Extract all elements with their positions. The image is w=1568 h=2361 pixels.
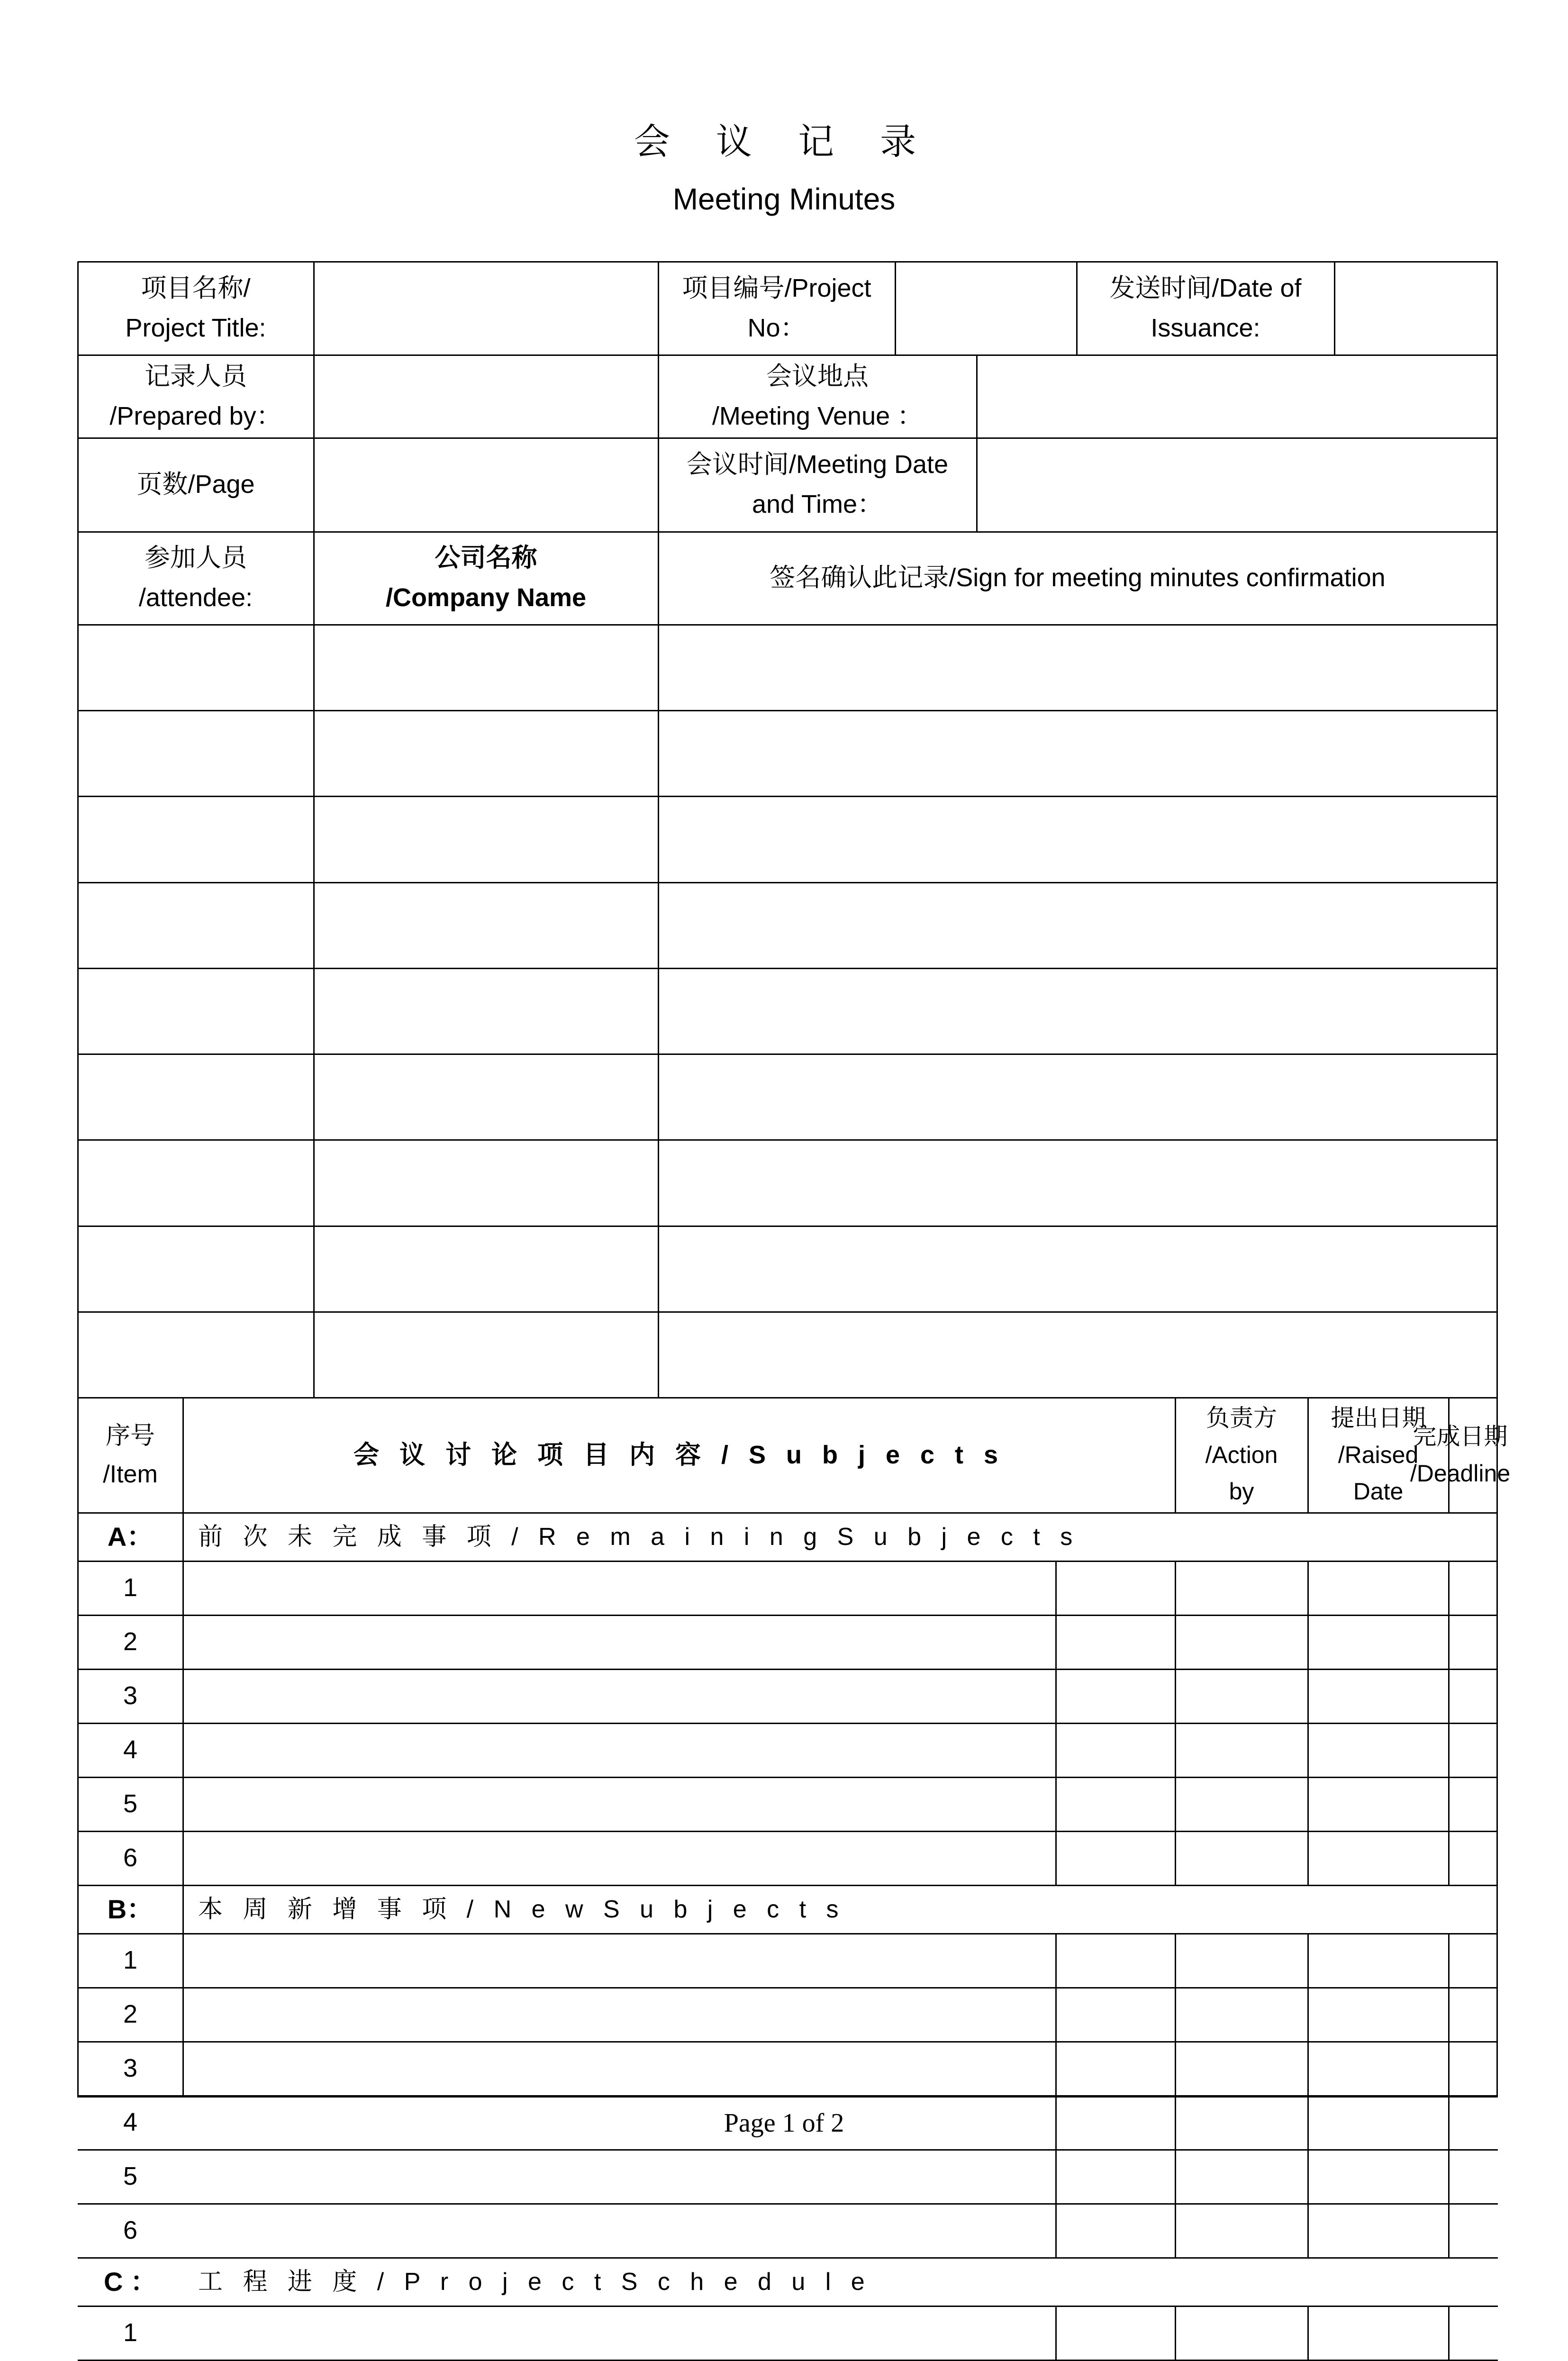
section-title	[183, 2258, 1497, 2306]
attendee-name-cell[interactable]	[78, 710, 314, 796]
section-title	[183, 1513, 1497, 1561]
subject-cell[interactable]	[183, 2306, 1056, 2360]
subject-cell[interactable]	[183, 2204, 1056, 2258]
row-number-text: 5	[123, 1789, 138, 1818]
subject-extra-cell[interactable]	[1056, 1831, 1175, 1885]
section-key-text: A：	[107, 1521, 154, 1552]
raised-date-cell[interactable]	[1308, 2204, 1449, 2258]
row-number-text: 4	[123, 2108, 138, 2137]
subject-extra-cell[interactable]	[1056, 2306, 1175, 2360]
deadline-cell[interactable]	[1449, 1988, 1497, 2042]
attendee-company-cell[interactable]	[314, 796, 658, 882]
deadline-cell[interactable]	[1449, 2042, 1497, 2096]
attendee-name-cell[interactable]	[78, 968, 314, 1054]
attendee-name-cell[interactable]	[78, 1226, 314, 1312]
raised-date-cell[interactable]	[1308, 2150, 1449, 2204]
subject-cell[interactable]	[183, 1669, 1056, 1723]
attendee-name-cell[interactable]	[78, 796, 314, 882]
subject-extra-cell[interactable]	[1056, 2042, 1175, 2096]
deadline-cell[interactable]	[1449, 1615, 1497, 1669]
date-of-issuance-label-text: 发送时间/Date of Issuance:	[1109, 273, 1302, 342]
attendee-company-cell[interactable]	[314, 882, 658, 968]
action-by-cell[interactable]	[1175, 2306, 1308, 2360]
attendee-signature-cell[interactable]	[658, 882, 1497, 968]
section-title	[183, 1885, 1497, 1934]
attendee-signature-cell[interactable]	[658, 1140, 1497, 1226]
section-key-text: C ：	[104, 2266, 157, 2297]
attendee-signature-cell[interactable]	[658, 1054, 1497, 1140]
raised-date-cell[interactable]	[1308, 1934, 1449, 1988]
row-number-text: 6	[123, 2216, 138, 2245]
date-of-issuance-field[interactable]	[1334, 262, 1497, 355]
raised-date-header-text: 提出日期 /Raised Date	[1331, 1405, 1426, 1505]
document-title-chinese: 会 议 记 录	[634, 122, 934, 162]
attendee-company-cell[interactable]	[314, 1140, 658, 1226]
page-label-text: 页数/Page	[136, 470, 255, 499]
subject-cell[interactable]	[183, 1777, 1056, 1831]
row-number	[78, 2306, 183, 2360]
meeting-date-time-field[interactable]	[977, 438, 1497, 532]
attendee-company-cell[interactable]	[314, 625, 658, 710]
subject-extra-cell[interactable]	[1056, 1561, 1175, 1615]
subject-extra-cell[interactable]	[1056, 2150, 1175, 2204]
section-title-text: 工 程 进 度 / P r o j e c t S c h e d u l e	[198, 2268, 871, 2296]
deadline-cell[interactable]	[1449, 1831, 1497, 1885]
attendee-name-cell[interactable]	[78, 1312, 314, 1398]
attendee-name-cell[interactable]	[78, 1140, 314, 1226]
row-number-text: 3	[123, 2054, 138, 2083]
page-field[interactable]	[314, 438, 658, 532]
document-title-english: Meeting Minutes	[672, 182, 896, 216]
date-of-issuance-label	[1077, 262, 1334, 355]
subject-cell[interactable]	[183, 1723, 1056, 1777]
deadline-header-text: 完成日期 /Deadline	[1410, 1423, 1511, 1487]
sign-confirmation-label-text: 签名确认此记录/Sign for meeting minutes confirmation	[770, 563, 1386, 592]
item-header-text: 序号 /Item	[103, 1422, 158, 1488]
raised-date-cell[interactable]	[1308, 1777, 1449, 1831]
page-label	[78, 438, 314, 532]
action-by-cell[interactable]	[1175, 1723, 1308, 1777]
row-number-text: 1	[123, 2318, 138, 2347]
attendee-company-cell[interactable]	[314, 710, 658, 796]
action-by-cell[interactable]	[1175, 1934, 1308, 1988]
raised-date-cell[interactable]	[1308, 1561, 1449, 1615]
deadline-cell[interactable]	[1449, 1777, 1497, 1831]
subject-extra-cell[interactable]	[1056, 1615, 1175, 1669]
raised-date-cell[interactable]	[1308, 1988, 1449, 2042]
action-by-header-text: 负责方 /Action by	[1205, 1405, 1278, 1505]
section-title-text: 前 次 未 完 成 事 项 / R e m a i n i n g S u b j e c t s	[198, 1523, 1079, 1551]
row-number-text: 2	[123, 1627, 138, 1656]
subject-cell[interactable]	[183, 1561, 1056, 1615]
attendee-signature-cell[interactable]	[658, 710, 1497, 796]
subjects-header-text: 会 议 讨 论 项 目 内 容 / S u b j e c t s	[353, 1440, 1005, 1469]
meeting-date-time-label-text: 会议时间/Meeting Date and Time：	[686, 450, 949, 518]
row-number-text: 2	[123, 2000, 138, 2029]
row-number-text: 1	[123, 1573, 138, 1602]
row-number-text: 4	[123, 1735, 138, 1764]
row-number	[78, 1831, 183, 1885]
section-key	[78, 2258, 183, 2306]
deadline-cell[interactable]	[1449, 2306, 1497, 2360]
subject-extra-cell[interactable]	[1056, 1723, 1175, 1777]
section-key	[78, 1885, 183, 1934]
row-number-text: 6	[123, 1843, 138, 1872]
row-number	[78, 2042, 183, 2096]
raised-date-cell[interactable]	[1308, 1669, 1449, 1723]
action-by-cell[interactable]	[1175, 1777, 1308, 1831]
row-number	[78, 2150, 183, 2204]
row-number	[78, 1669, 183, 1723]
subject-extra-cell[interactable]	[1056, 2204, 1175, 2258]
attendee-signature-cell[interactable]	[658, 968, 1497, 1054]
sign-confirmation-label	[658, 532, 1497, 625]
subject-extra-cell[interactable]	[1056, 1669, 1175, 1723]
action-by-cell[interactable]	[1175, 1831, 1308, 1885]
attendee-name-cell[interactable]	[78, 1054, 314, 1140]
project-no-label	[658, 262, 895, 355]
row-number	[78, 1723, 183, 1777]
row-number-text: 1	[123, 1946, 138, 1975]
row-number-text: 3	[123, 1681, 138, 1710]
prepared-by-label-text: 记录人员 /Prepared by：	[109, 362, 282, 430]
attendee-company-cell[interactable]	[314, 1226, 658, 1312]
deadline-cell[interactable]	[1449, 1934, 1497, 1988]
prepared-by-field[interactable]	[314, 355, 658, 438]
attendee-name-cell[interactable]	[78, 625, 314, 710]
deadline-cell[interactable]	[1449, 1669, 1497, 1723]
attendee-signature-cell[interactable]	[658, 1312, 1497, 1398]
row-number	[78, 1561, 183, 1615]
company-name-label-text: 公司名称 /Company Name	[385, 544, 587, 612]
attendee-signature-cell[interactable]	[658, 1226, 1497, 1312]
action-by-cell[interactable]	[1175, 2042, 1308, 2096]
row-number	[78, 1934, 183, 1988]
deadline-cell[interactable]	[1449, 2204, 1497, 2258]
item-header	[78, 1398, 183, 1513]
attendee-company-cell[interactable]	[314, 1312, 658, 1398]
prepared-by-label	[78, 355, 314, 438]
raised-date-cell[interactable]	[1308, 2042, 1449, 2096]
project-title-label-text: 项目名称/ Project Title:	[125, 273, 266, 342]
action-by-header	[1175, 1398, 1308, 1513]
row-number	[78, 1988, 183, 2042]
subject-extra-cell[interactable]	[1056, 1988, 1175, 2042]
attendee-company-cell[interactable]	[314, 1054, 658, 1140]
project-no-label-text: 项目编号/Project No：	[682, 273, 871, 342]
deadline-cell[interactable]	[1449, 1561, 1497, 1615]
meeting-date-time-label	[658, 438, 977, 532]
raised-date-cell[interactable]	[1308, 1615, 1449, 1669]
subject-cell[interactable]	[183, 1831, 1056, 1885]
attendee-label-text: 参加人员 /attendee:	[138, 544, 253, 612]
deadline-cell[interactable]	[1449, 2150, 1497, 2204]
attendee-signature-cell[interactable]	[658, 625, 1497, 710]
deadline-cell[interactable]	[1449, 1723, 1497, 1777]
attendee-signature-cell[interactable]	[658, 796, 1497, 882]
subject-cell[interactable]	[183, 2042, 1056, 2096]
action-by-cell[interactable]	[1175, 2150, 1308, 2204]
action-by-cell[interactable]	[1175, 1561, 1308, 1615]
meeting-venue-field[interactable]	[977, 355, 1497, 438]
page-number: Page 1 of 2	[724, 2108, 844, 2138]
section-key-text: B：	[107, 1894, 154, 1924]
project-title-label	[78, 262, 314, 355]
action-by-cell[interactable]	[1175, 1988, 1308, 2042]
row-number-text: 5	[123, 2162, 138, 2191]
attendee-name-cell[interactable]	[78, 882, 314, 968]
deadline-header	[1410, 1398, 1511, 1513]
section-title-text: 本 周 新 增 事 项 / N e w S u b j e c t s	[198, 1895, 845, 1923]
attendee-company-cell[interactable]	[314, 968, 658, 1054]
subject-cell[interactable]	[183, 1934, 1056, 1988]
subject-extra-cell[interactable]	[1056, 1934, 1175, 1988]
raised-date-cell[interactable]	[1308, 2306, 1449, 2360]
row-number	[78, 1615, 183, 1669]
subject-cell[interactable]	[183, 1988, 1056, 2042]
project-title-field[interactable]	[314, 262, 658, 355]
subject-cell[interactable]	[183, 1615, 1056, 1669]
raised-date-cell[interactable]	[1308, 1723, 1449, 1777]
subject-extra-cell[interactable]	[1056, 1777, 1175, 1831]
project-no-field[interactable]	[895, 262, 1077, 355]
company-name-label	[314, 532, 658, 625]
action-by-cell[interactable]	[1175, 1615, 1308, 1669]
subject-cell[interactable]	[183, 2150, 1056, 2204]
meeting-venue-label-text: 会议地点 /Meeting Venue ：	[712, 362, 923, 430]
row-number	[78, 2204, 183, 2258]
attendee-label	[78, 532, 314, 625]
raised-date-cell[interactable]	[1308, 1831, 1449, 1885]
action-by-cell[interactable]	[1175, 2204, 1308, 2258]
meeting-venue-label	[658, 355, 977, 438]
row-number	[78, 1777, 183, 1831]
subjects-header	[183, 1398, 1175, 1513]
section-key	[78, 1513, 183, 1561]
action-by-cell[interactable]	[1175, 1669, 1308, 1723]
